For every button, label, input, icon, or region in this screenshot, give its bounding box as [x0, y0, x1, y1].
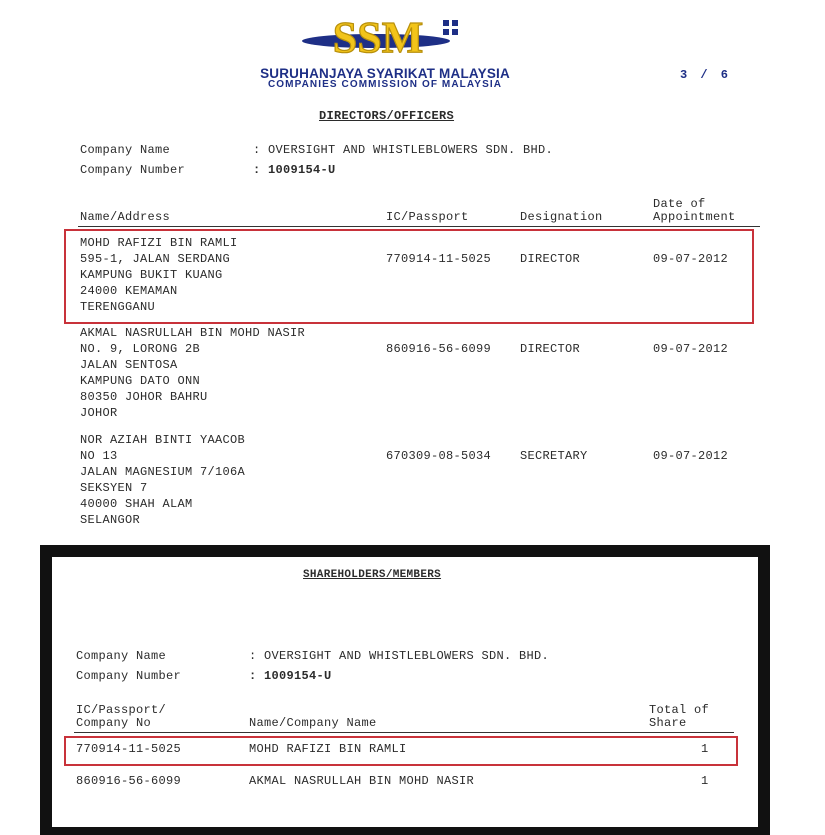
director-3-address: [80, 432, 245, 528]
address-line: JALAN MAGNESIUM 7/106A: [80, 465, 246, 479]
address-line: 80350 JOHOR BAHRU: [80, 390, 208, 404]
shareholder-2-name: AKMAL NASRULLAH BIN MOHD NASIR: [249, 774, 475, 788]
director-1-ic: 770914-11-5025: [386, 252, 492, 266]
ssm-logo: [300, 10, 470, 62]
company-number-label: Company Number: [80, 163, 186, 177]
col-designation: Designation: [520, 210, 603, 224]
shareholders-title: SHAREHOLDERS/MEMBERS: [303, 569, 442, 581]
director-1-date: 09-07-2012: [653, 252, 729, 266]
director-3-name: NOR AZIAH BINTI YAACOB: [80, 433, 246, 447]
directors-title: DIRECTORS/OFFICERS: [319, 109, 455, 123]
col-total-share-line2: Share: [649, 716, 687, 730]
director-3-date: 09-07-2012: [653, 449, 729, 463]
director-1-address: [80, 235, 238, 315]
director-2-ic: 860916-56-6099: [386, 342, 492, 356]
address-line: NO 13: [80, 449, 118, 463]
address-line: KAMPUNG BUKIT KUANG: [80, 268, 223, 282]
col-date-line1: Date of: [653, 197, 706, 211]
director-3-designation: SECRETARY: [520, 449, 588, 463]
company-number-value: : 1009154-U: [253, 163, 336, 177]
sh-company-number-label: Company Number: [76, 669, 182, 683]
shareholder-2-ic: 860916-56-6099: [76, 774, 182, 788]
col-total-share-line1: Total of: [649, 703, 710, 717]
director-2-designation: DIRECTOR: [520, 342, 581, 356]
director-2-name: AKMAL NASRULLAH BIN MOHD NASIR: [80, 326, 306, 340]
address-line: 40000 SHAH ALAM: [80, 497, 193, 511]
org-name-en: COMPANIES COMMISSION OF MALAYSIA: [267, 79, 503, 90]
ssm-logo-graphic: [300, 10, 470, 62]
address-line: 24000 KEMAMAN: [80, 284, 178, 298]
org-name: SURUHANJAYA SYARIKAT MALAYSIA: [260, 66, 510, 81]
col-name-company: Name/Company Name: [249, 716, 377, 730]
shareholder-1-ic: 770914-11-5025: [76, 742, 182, 756]
col-date-line2: Appointment: [653, 210, 736, 224]
shareholder-1-shares: 1: [701, 742, 709, 756]
sh-header-rule: [74, 732, 734, 733]
director-2-date: 09-07-2012: [653, 342, 729, 356]
address-line: SELANGOR: [80, 513, 141, 527]
sh-company-number-value: : 1009154-U: [249, 669, 332, 683]
header-rule: [78, 226, 760, 227]
sh-company-name-value: : OVERSIGHT AND WHISTLEBLOWERS SDN. BHD.: [249, 649, 550, 663]
col-ic-company-line2: Company No: [76, 716, 152, 730]
shareholder-2-shares: 1: [701, 774, 709, 788]
shareholder-1-name: MOHD RAFIZI BIN RAMLI: [249, 742, 407, 756]
company-name-label: Company Name: [80, 143, 171, 157]
director-2-address: [80, 325, 305, 421]
sh-company-name-label: Company Name: [76, 649, 167, 663]
company-name-value: : OVERSIGHT AND WHISTLEBLOWERS SDN. BHD.: [253, 143, 554, 157]
address-line: SEKSYEN 7: [80, 481, 148, 495]
address-line: 595-1, JALAN SERDANG: [80, 252, 231, 266]
address-line: NO. 9, LORONG 2B: [80, 342, 201, 356]
page-number: 3 / 6: [680, 68, 732, 82]
col-name-address: Name/Address: [80, 210, 171, 224]
address-line: JOHOR: [80, 406, 118, 420]
director-3-ic: 670309-08-5034: [386, 449, 492, 463]
address-line: TERENGGANU: [80, 300, 156, 314]
col-ic-company-line1: IC/Passport/: [76, 703, 167, 717]
logo-text: SSM: [332, 13, 424, 62]
director-1-designation: DIRECTOR: [520, 252, 581, 266]
col-ic-passport: IC/Passport: [386, 210, 469, 224]
director-1-name: MOHD RAFIZI BIN RAMLI: [80, 236, 238, 250]
address-line: KAMPUNG DATO ONN: [80, 374, 201, 388]
address-line: JALAN SENTOSA: [80, 358, 178, 372]
